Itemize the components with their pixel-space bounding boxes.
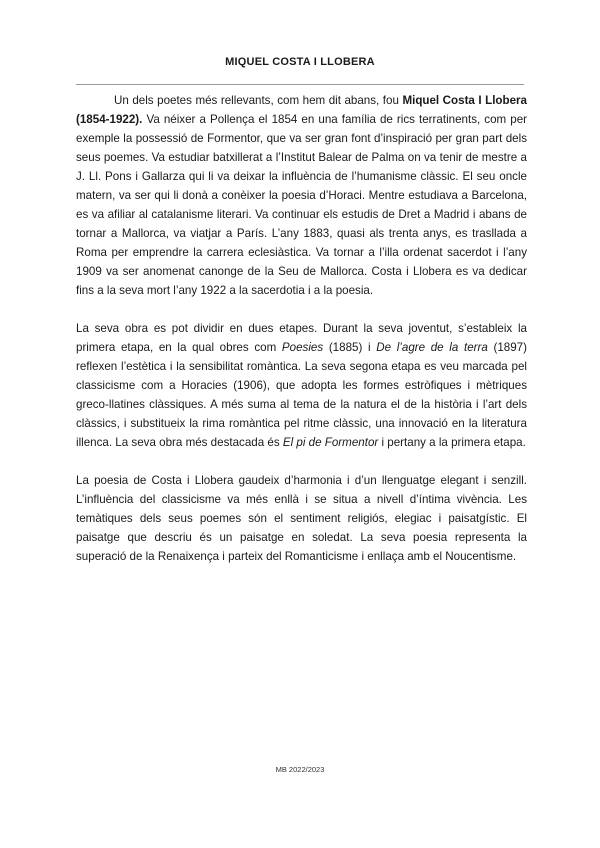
work-title-poesies: Poesies: [281, 341, 324, 354]
title-divider: [76, 84, 524, 85]
paragraph-2-text-b: (1885) i: [323, 341, 377, 354]
paragraph-1-text-b: Va néixer a Pollença el 1854 en una família de rics terratinents, com per exemple la possessió de Formentor, que va ser gran font d’inspiració per gran part dels seus poemes. Va estudiar batxillerat a l’Institut Balear de Palma on va tenir de mestre a J. Ll. Pons i Gallarza qui li va deixar la influència de l’humanisme clàssic. El seu oncle matern, va ser qui li donà a conèixer la poesia d’Horaci. Mentre estudiava a Barcelona, es va afiliar al catalanisme literari. Va continuar els estudis de Dret a Madrid i abans de tornar a Mallorca, va viatjar a París. L’any 1883, quasi als trenta anys, es trasllada a Roma per emprendre la carrera eclesiàstica. Va tornar a l’illa ordenat sacerdot i l’any 1909 va ser anomenat canonge de la Seu de Mallorca. Costa i Llobera es va dedicar fins a la seva mort l’any 1922 a la sacerdotia i a la poesia.: [76, 113, 527, 297]
paragraph-2-text-c: (1897) reflexen l’estètica i la sensibilitat romàntica. La seva segona etapa es veu marcada pel classicisme com a Horacies (1906), que adopta les formes estròfiques i mètriques greco-llatines clàssiques. A més suma al tema de la natura el de la història i l’art dels clàssics, i substitueix la rima romàntica pel ritme clàssic, una innovació en la literatura illenca. La seva obra més destacada és: [76, 341, 527, 449]
body-text: [76, 91, 527, 566]
paragraph-2-text-a: La seva obra es pot dividir en dues etapes. Durant la seva joventut, s’estableix la primera etapa, en la qual obres com: [76, 322, 527, 354]
page-footer: MB 2022/2023: [275, 765, 325, 774]
paragraph-1: [76, 91, 527, 300]
paragraph-3: [76, 471, 527, 566]
paragraph-1-text-a: Un dels poetes més rellevants, com hem dit abans, fou: [114, 94, 403, 107]
work-title-agre: De l’agre de la terra: [376, 341, 488, 354]
work-title-pi-formentor: El pi de Formentor: [282, 436, 379, 449]
poet-name-bold: Miquel Costa I Llobera (1854-1922).: [76, 94, 528, 126]
document-title: MIQUEL COSTA I LLOBERA: [225, 56, 375, 68]
paragraph-2-text-d: i pertany a la primera etapa.: [378, 436, 526, 449]
paragraph-3-text: La poesia de Costa i Llobera gaudeix d’harmonia i d’un llenguatge elegant i senzill. L’influència del classicisme va més enllà i se situa a nivell d’íntima vivència. Les temàtiques dels seus poemes són el sentiment religiós, elegiac i paisatgístic. El paisatge que descriu és un paisatge en soledat. La seva poesia representa la superació de la Renaixença i parteix del Romanticisme i enllaça amb el Noucentisme.: [76, 474, 527, 563]
paragraph-2: [76, 319, 527, 452]
